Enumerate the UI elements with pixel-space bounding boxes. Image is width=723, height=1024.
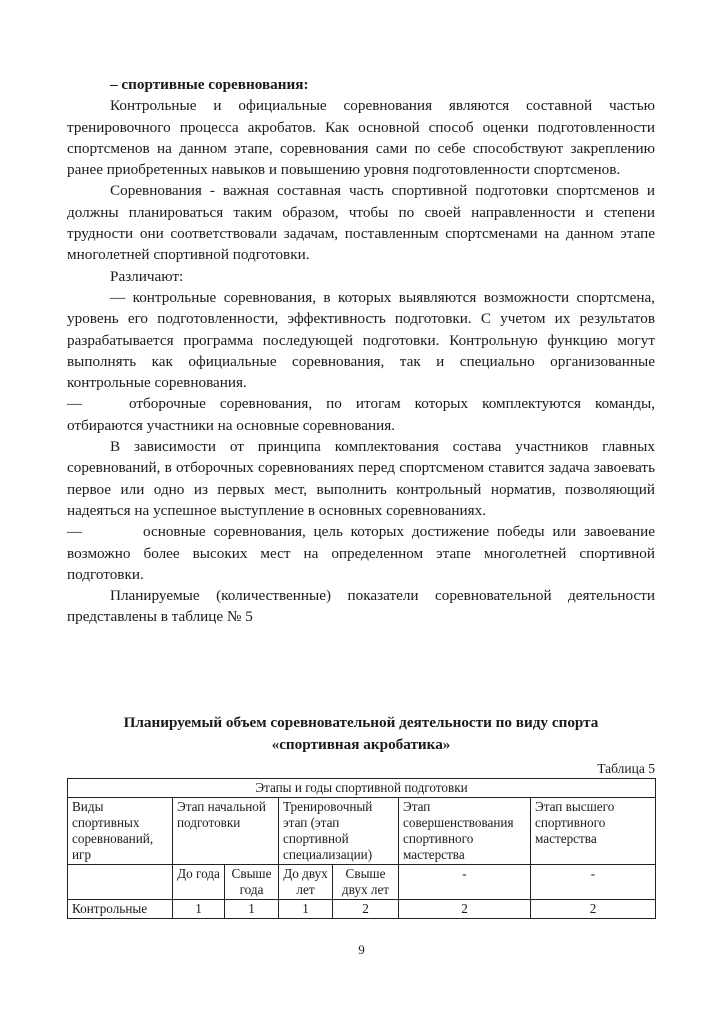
paragraph-distinguish: Различают: [110,267,184,285]
table-row [68,900,656,919]
page-number: 9 [358,942,365,957]
table-heading [67,712,655,756]
list-dash: — [67,523,83,541]
paragraph-main-competitions [67,521,655,585]
table-cell: 2 [333,900,399,919]
header-stage-improvement: Этап совершенствования спортивного мастерства [399,798,531,865]
subheader-improvement-dash: - [399,865,531,900]
subheader-over-year: Свыше года [225,865,279,900]
body-text [67,74,655,628]
paragraph-depending: В зависимости от принципа комплектования состава участников главных соревнований, в отборочных соревнованиях перед спортсменом ставится задача завоевать первое или одно из первых мест, выполнить контрольный норматив, позволяющий надеяться на успешное выступление в основных соревнованиях. [67,438,655,519]
table-heading-line2: «спортивная акробатика» [271,736,451,753]
paragraph-planned-indicators: Планируемые (количественные) показатели соревновательной деятельности представлены в таблице № 5 [67,587,655,626]
paragraph-competitions-role: Контрольные и официальные соревнования являются составной частью тренировочного процесса акробатов. Как основной способ оценки подготовленности спортсменов на данном этапе, соревнования сами по себе способствуют закреплению ранее приобретенных навыков и повышению уровня подготовленности спортсменов. [67,97,655,179]
paragraph-control-competitions: — контрольные соревнования, в которых выявляются возможности спортсмена, уровень его подготовленности, эффективность подготовки. С учетом их результатов разрабатывается программа последующей подготовки. Контрольную функцию могут выполнять как официальные соревнования, так и специально организованные контрольные соревнования. [67,288,655,392]
table-cell: 2 [531,900,656,919]
section-subtitle: – спортивные соревнования: [110,76,309,93]
header-stage-initial: Этап начальной подготовки [173,798,279,865]
table-cell-empty [68,865,173,900]
row-label-control: Контрольные [68,900,173,919]
header-competition-types: Виды спортивных соревнований, игр [68,798,173,865]
table-cell: 1 [225,900,279,919]
table-top-header: Этапы и годы спортивной подготовки [68,779,656,798]
header-stage-higher: Этап высшего спортивного мастерства [531,798,656,865]
list-dash: — [67,395,83,413]
subheader-up-to-year: До года [173,865,225,900]
table-row [68,865,656,900]
subheader-over-two-years: Свыше двух лет [333,865,399,900]
paragraph-competitions-planning: Соревнования - важная составная часть спортивной подготовки спортсменов и должны планироваться таким образом, чтобы по своей направленности и степени трудности они соответствовали задачам, поставленным спортсменами на данном этапе многолетней спортивной подготовки. [67,182,655,264]
table-caption: Таблица 5 [597,761,655,776]
table-row [68,798,656,865]
subheader-higher-dash: - [531,865,656,900]
table-heading-line1: Планируемый объем соревновательной деятельности по виду спорта [123,714,599,731]
paragraph-selection-competitions [67,393,655,436]
main-text: основные соревнования, цель которых достижение победы или завоевание возможно более высоких мест на определенном этапе многолетней спортивной подготовки. [67,523,655,583]
table-cell: 1 [173,900,225,919]
header-stage-training: Тренировочный этап (этап спортивной специализации) [279,798,399,865]
competition-volume-table [67,778,656,919]
subheader-up-to-two-years: До двух лет [279,865,333,900]
selection-text: отборочные соревнования, по итогам которых комплектуются команды, отбираются участники на основные соревнования. [67,395,655,434]
table-cell: 1 [279,900,333,919]
table-cell: 2 [399,900,531,919]
table-row [68,779,656,798]
